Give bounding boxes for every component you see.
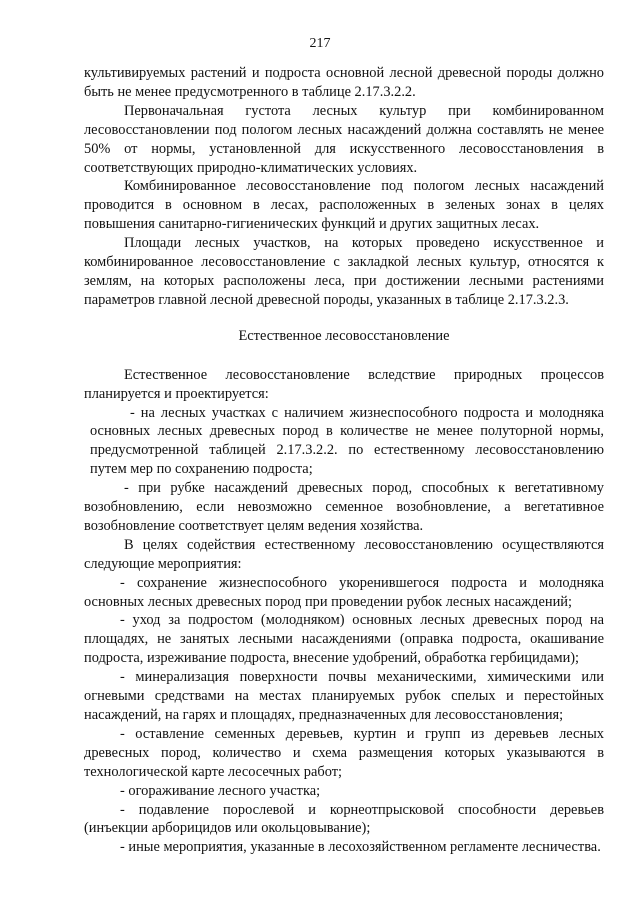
list-item: - оставление семенных деревьев, куртин и групп из деревьев лесных древесных пород, количество и схема размещения которых указываются в технологической карте лесосечных работ; <box>84 725 604 780</box>
paragraph: Площади лесных участков, на которых проведено искусственное и комбинированное лесовосстановление с закладкой лесных культур, относятся к землям, на которых расположены леса, при достижении лесными растениями параметров главной лесной древесной породы, указанных в таблице 2.17.3.2.3. <box>84 235 604 308</box>
list-item: - огораживание лесного участка; <box>120 782 321 799</box>
paragraph: В целях содействия естественному лесовосстановлению осуществляются следующие мероприятия: <box>84 536 604 572</box>
list-item: - подавление порослевой и корнеотпрысковой способности деревьев (инъекции арборицидов или окольцовывание); <box>84 801 604 837</box>
paragraph: Комбинированное лесовосстановление под пологом лесных насаждений проводится в основном в лесах, расположенных в зеленых зонах в целях повышения санитарно-гигиенических функций и других защитных лесах. <box>84 178 604 233</box>
list-item: - минерализация поверхности почвы механическими, химическими или огневыми средствами на местах планируемых рубок спелых и перестойных насаждений, на гарях и площадях, предназначенных для лесовосстановления; <box>84 669 604 723</box>
list-item: - при рубке насаждений древесных пород, способных к вегетативному возобновлению, если невозможно семенное возобновление, а вегетативное возобновление соответствует целям ведения хозяйства. <box>84 480 604 534</box>
paragraph: Естественное лесовосстановление вследствие природных процессов планируется и проектируется: <box>84 366 604 402</box>
paragraph: культивируемых растений и подроста основной лесной древесной породы должно быть не менее предусмотренного в таблице 2.17.3.2.2. <box>84 65 604 100</box>
list-item: - сохранение жизнеспособного укоренившегося подроста и молодняка основных лесных древесных пород при проведении рубок лесных насаждений; <box>84 574 604 610</box>
paragraph: Первоначальная густота лесных культур при комбинированном лесовосстановлении под пологом лесных насаждений должна составлять не менее 50% от нормы, установленной для искусственного лесовосстановления в соответствующих природно-климатических условиях. <box>84 102 604 176</box>
list-item: - на лесных участках с наличием жизнеспособного подроста и молодняка основных лесных древесных пород в количестве не менее полуторной нормы, предусмотренной таблицей 2.17.3.2.2. по естественному лесовосстановлению путем мер по сохранению подроста; <box>90 404 604 478</box>
document-body <box>84 64 604 857</box>
list-item: - уход за подростом (молодняком) основных лесных древесных пород на площадях, не занятых лесными насаждениями (оправка подроста, окашивание подроста, изреживание подроста, внесение удобрений, обработка гербицидами); <box>84 612 604 667</box>
page-number: 217 <box>309 36 331 51</box>
section-heading: Естественное лесовосстановление <box>238 327 450 344</box>
list-item: - иные мероприятия, указанные в лесохозяйственном регламенте лесничества. <box>120 839 601 856</box>
